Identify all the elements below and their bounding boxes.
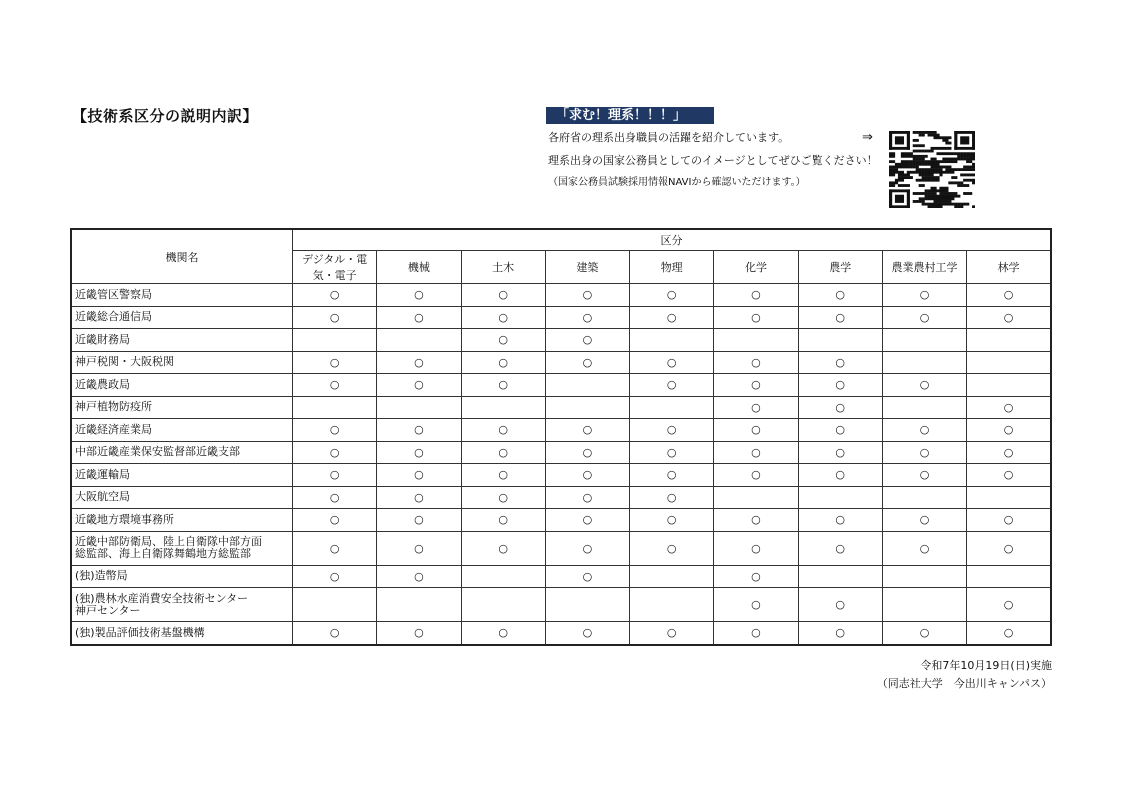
circle-mark-icon: ○ — [545, 419, 629, 442]
org-name-line: 神戸センター — [75, 603, 141, 617]
circle-mark-icon: ○ — [377, 441, 461, 464]
empty-cell — [377, 588, 461, 622]
org-name: 神戸植物防疫所 — [71, 396, 293, 419]
category-group-header: 区分 — [293, 229, 1052, 251]
circle-mark-icon: ○ — [377, 531, 461, 565]
empty-cell — [967, 329, 1051, 352]
circle-mark-icon: ○ — [714, 622, 798, 645]
empty-cell — [882, 565, 966, 588]
table-row — [71, 486, 1051, 509]
org-name: 近畿総合通信局 — [71, 306, 293, 329]
empty-cell — [461, 565, 545, 588]
circle-mark-icon: ○ — [714, 441, 798, 464]
empty-cell — [630, 329, 714, 352]
empty-cell — [882, 588, 966, 622]
qr-code-icon[interactable] — [889, 131, 975, 208]
empty-cell — [798, 565, 882, 588]
circle-mark-icon: ○ — [630, 509, 714, 532]
table-row — [71, 622, 1051, 645]
empty-cell — [798, 486, 882, 509]
footer-place: （同志社大学 今出川キャンパス） — [876, 677, 1052, 690]
empty-cell — [630, 396, 714, 419]
table-row — [71, 565, 1051, 588]
table-row — [71, 329, 1051, 352]
arrow-icon: ⇒ — [862, 130, 873, 145]
column-header: 建築 — [545, 251, 629, 284]
circle-mark-icon: ○ — [714, 509, 798, 532]
empty-cell — [882, 351, 966, 374]
org-name: 神戸税関・大阪税関 — [71, 351, 293, 374]
circle-mark-icon: ○ — [882, 419, 966, 442]
org-name: 近畿農政局 — [71, 374, 293, 397]
circle-mark-icon: ○ — [967, 441, 1051, 464]
table-row — [71, 351, 1051, 374]
circle-mark-icon: ○ — [293, 306, 377, 329]
circle-mark-icon: ○ — [461, 622, 545, 645]
org-name-line: (独)農林水産消費安全技術センター — [75, 591, 249, 605]
circle-mark-icon: ○ — [293, 509, 377, 532]
org-name: 近畿地方環境事務所 — [71, 509, 293, 532]
circle-mark-icon: ○ — [967, 419, 1051, 442]
circle-mark-icon: ○ — [630, 441, 714, 464]
circle-mark-icon: ○ — [967, 284, 1051, 307]
circle-mark-icon: ○ — [293, 351, 377, 374]
circle-mark-icon: ○ — [630, 419, 714, 442]
category-table — [70, 228, 1052, 646]
circle-mark-icon: ○ — [545, 509, 629, 532]
circle-mark-icon: ○ — [798, 588, 882, 622]
table-row — [71, 509, 1051, 532]
circle-mark-icon: ○ — [630, 351, 714, 374]
circle-mark-icon: ○ — [967, 531, 1051, 565]
empty-cell — [967, 486, 1051, 509]
promo-banner: 「求む！理系！！！」 — [546, 107, 714, 124]
circle-mark-icon: ○ — [293, 374, 377, 397]
circle-mark-icon: ○ — [798, 351, 882, 374]
table-row — [71, 531, 1051, 565]
table-row — [71, 441, 1051, 464]
circle-mark-icon: ○ — [293, 622, 377, 645]
circle-mark-icon: ○ — [630, 622, 714, 645]
circle-mark-icon: ○ — [377, 419, 461, 442]
table-row — [71, 464, 1051, 487]
circle-mark-icon: ○ — [545, 306, 629, 329]
circle-mark-icon: ○ — [882, 622, 966, 645]
empty-cell — [461, 396, 545, 419]
table-row — [71, 588, 1051, 622]
circle-mark-icon: ○ — [882, 284, 966, 307]
circle-mark-icon: ○ — [293, 464, 377, 487]
circle-mark-icon: ○ — [293, 486, 377, 509]
table-row — [71, 284, 1051, 307]
circle-mark-icon: ○ — [377, 565, 461, 588]
empty-cell — [714, 486, 798, 509]
circle-mark-icon: ○ — [882, 374, 966, 397]
column-header: 林学 — [967, 251, 1051, 284]
org-name: 近畿経済産業局 — [71, 419, 293, 442]
page-title: 【技術系区分の説明内訳】 — [72, 107, 259, 125]
circle-mark-icon: ○ — [714, 284, 798, 307]
circle-mark-icon: ○ — [461, 531, 545, 565]
column-header: 農業農村工学 — [882, 251, 966, 284]
org-name: (独)製品評価技術基盤機構 — [71, 622, 293, 645]
circle-mark-icon: ○ — [293, 419, 377, 442]
circle-mark-icon: ○ — [545, 284, 629, 307]
circle-mark-icon: ○ — [461, 419, 545, 442]
org-name — [71, 531, 293, 565]
circle-mark-icon: ○ — [293, 531, 377, 565]
circle-mark-icon: ○ — [967, 588, 1051, 622]
circle-mark-icon: ○ — [798, 396, 882, 419]
org-name-line: 近畿中部防衛局、陸上自衛隊中部方面 — [75, 535, 262, 548]
empty-cell — [293, 396, 377, 419]
org-name: 大阪航空局 — [71, 486, 293, 509]
empty-cell — [545, 396, 629, 419]
circle-mark-icon: ○ — [882, 441, 966, 464]
circle-mark-icon: ○ — [461, 329, 545, 352]
column-header: 化学 — [714, 251, 798, 284]
org-header: 機関名 — [71, 229, 293, 284]
footer-date: 令和7年10月19日(日)実施 — [920, 659, 1052, 672]
empty-cell — [967, 374, 1051, 397]
circle-mark-icon: ○ — [461, 486, 545, 509]
circle-mark-icon: ○ — [293, 441, 377, 464]
empty-cell — [545, 588, 629, 622]
circle-mark-icon: ○ — [798, 284, 882, 307]
org-name: 近畿財務局 — [71, 329, 293, 352]
circle-mark-icon: ○ — [377, 284, 461, 307]
circle-mark-icon: ○ — [714, 396, 798, 419]
circle-mark-icon: ○ — [545, 531, 629, 565]
circle-mark-icon: ○ — [714, 306, 798, 329]
circle-mark-icon: ○ — [377, 509, 461, 532]
circle-mark-icon: ○ — [714, 419, 798, 442]
empty-cell — [630, 565, 714, 588]
empty-cell — [882, 486, 966, 509]
circle-mark-icon: ○ — [714, 588, 798, 622]
org-name: 中部近畿産業保安監督部近畿支部 — [71, 441, 293, 464]
org-name: (独)造幣局 — [71, 565, 293, 588]
circle-mark-icon: ○ — [798, 374, 882, 397]
circle-mark-icon: ○ — [967, 464, 1051, 487]
circle-mark-icon: ○ — [967, 509, 1051, 532]
empty-cell — [714, 329, 798, 352]
circle-mark-icon: ○ — [714, 464, 798, 487]
empty-cell — [293, 329, 377, 352]
promo-line-2: 理系出身の国家公務員としてのイメージとしてぜひご覧ください！ — [548, 154, 878, 167]
circle-mark-icon: ○ — [461, 464, 545, 487]
org-name: 近畿管区警察局 — [71, 284, 293, 307]
circle-mark-icon: ○ — [545, 351, 629, 374]
circle-mark-icon: ○ — [377, 351, 461, 374]
org-name: 近畿運輸局 — [71, 464, 293, 487]
circle-mark-icon: ○ — [882, 531, 966, 565]
circle-mark-icon: ○ — [882, 464, 966, 487]
promo-line-1: 各府省の理系出身職員の活躍を紹介しています。 — [548, 131, 790, 144]
table-row — [71, 396, 1051, 419]
circle-mark-icon: ○ — [461, 441, 545, 464]
circle-mark-icon: ○ — [798, 306, 882, 329]
circle-mark-icon: ○ — [798, 531, 882, 565]
column-header: デジタル・電気・電子 — [293, 251, 377, 284]
circle-mark-icon: ○ — [377, 622, 461, 645]
empty-cell — [545, 374, 629, 397]
circle-mark-icon: ○ — [714, 565, 798, 588]
empty-cell — [882, 396, 966, 419]
circle-mark-icon: ○ — [798, 622, 882, 645]
circle-mark-icon: ○ — [461, 306, 545, 329]
empty-cell — [293, 588, 377, 622]
circle-mark-icon: ○ — [798, 441, 882, 464]
empty-cell — [461, 588, 545, 622]
circle-mark-icon: ○ — [377, 374, 461, 397]
circle-mark-icon: ○ — [630, 306, 714, 329]
table-row — [71, 419, 1051, 442]
circle-mark-icon: ○ — [461, 374, 545, 397]
circle-mark-icon: ○ — [545, 486, 629, 509]
circle-mark-icon: ○ — [545, 622, 629, 645]
circle-mark-icon: ○ — [714, 351, 798, 374]
empty-cell — [882, 329, 966, 352]
column-header: 機械 — [377, 251, 461, 284]
circle-mark-icon: ○ — [545, 565, 629, 588]
circle-mark-icon: ○ — [630, 486, 714, 509]
circle-mark-icon: ○ — [377, 306, 461, 329]
circle-mark-icon: ○ — [630, 374, 714, 397]
circle-mark-icon: ○ — [545, 464, 629, 487]
column-header: 土木 — [461, 251, 545, 284]
column-header: 物理 — [630, 251, 714, 284]
circle-mark-icon: ○ — [461, 284, 545, 307]
circle-mark-icon: ○ — [714, 531, 798, 565]
circle-mark-icon: ○ — [545, 441, 629, 464]
column-header: 農学 — [798, 251, 882, 284]
circle-mark-icon: ○ — [377, 464, 461, 487]
circle-mark-icon: ○ — [967, 622, 1051, 645]
empty-cell — [967, 565, 1051, 588]
circle-mark-icon: ○ — [377, 486, 461, 509]
circle-mark-icon: ○ — [545, 329, 629, 352]
table-row — [71, 306, 1051, 329]
circle-mark-icon: ○ — [293, 565, 377, 588]
promo-line-3: （国家公務員試験採用情報NAVIから確認いただけます。） — [548, 177, 806, 188]
table-row — [71, 374, 1051, 397]
empty-cell — [798, 329, 882, 352]
circle-mark-icon: ○ — [882, 306, 966, 329]
empty-cell — [630, 588, 714, 622]
circle-mark-icon: ○ — [798, 509, 882, 532]
circle-mark-icon: ○ — [461, 509, 545, 532]
org-name — [71, 588, 293, 622]
circle-mark-icon: ○ — [798, 419, 882, 442]
org-name-line: 総監部、海上自衛隊舞鶴地方総監部 — [75, 547, 251, 560]
circle-mark-icon: ○ — [630, 531, 714, 565]
circle-mark-icon: ○ — [630, 464, 714, 487]
empty-cell — [377, 396, 461, 419]
circle-mark-icon: ○ — [293, 284, 377, 307]
empty-cell — [377, 329, 461, 352]
circle-mark-icon: ○ — [461, 351, 545, 374]
circle-mark-icon: ○ — [798, 464, 882, 487]
circle-mark-icon: ○ — [967, 396, 1051, 419]
circle-mark-icon: ○ — [714, 374, 798, 397]
circle-mark-icon: ○ — [882, 509, 966, 532]
circle-mark-icon: ○ — [967, 306, 1051, 329]
empty-cell — [967, 351, 1051, 374]
circle-mark-icon: ○ — [630, 284, 714, 307]
